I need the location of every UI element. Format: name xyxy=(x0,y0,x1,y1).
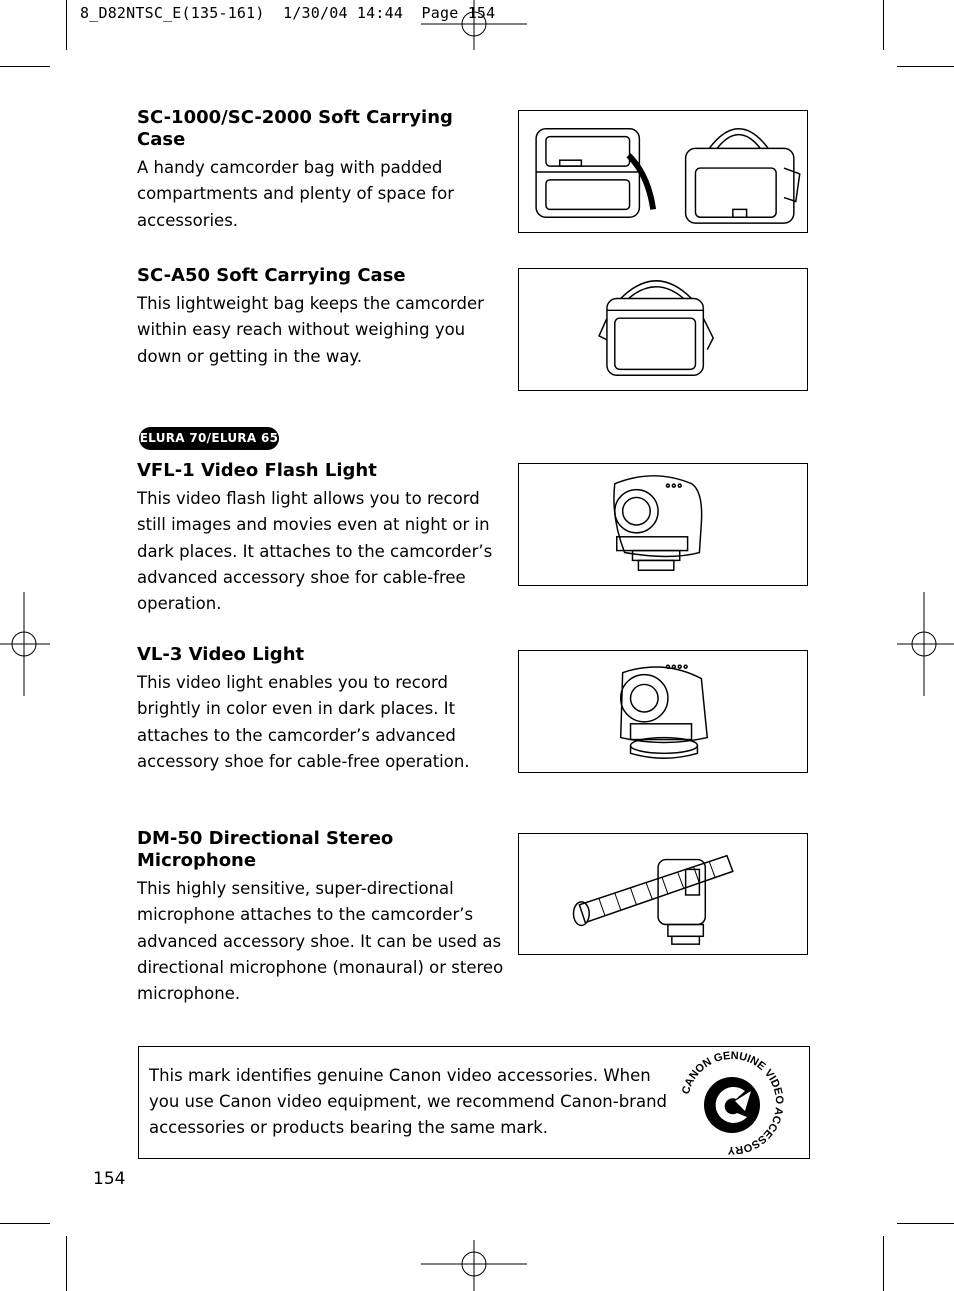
page-number: 154 xyxy=(93,1169,126,1189)
video-light-illustration xyxy=(518,650,808,773)
crop-mark xyxy=(883,1236,884,1291)
accessory-description: This lightweight bag keeps the camcorder within easy reach without weighing you down or getting in the way. xyxy=(137,294,484,366)
crop-mark xyxy=(66,1236,67,1291)
accessory-sc-a50 xyxy=(137,265,507,370)
registration-mark-icon xyxy=(897,592,954,696)
camera-bag-illustration xyxy=(518,268,808,391)
accessory-vfl1 xyxy=(137,460,507,617)
accessory-title: DM-50 Directional Stereo Microphone xyxy=(137,828,394,871)
registration-mark-icon xyxy=(421,1240,527,1291)
registration-mark-icon xyxy=(421,0,527,50)
crop-mark xyxy=(0,66,50,67)
registration-mark-icon xyxy=(0,592,50,696)
accessory-description: A handy camcorder bag with padded compartments and plenty of space for accessories. xyxy=(137,158,454,230)
crop-mark xyxy=(897,1223,954,1224)
accessory-vl3 xyxy=(137,644,507,775)
microphone-illustration xyxy=(518,833,808,955)
accessory-sc1000 xyxy=(137,107,507,234)
crop-mark xyxy=(66,0,67,50)
canon-genuine-accessory-seal-icon xyxy=(679,1051,785,1155)
notice-text: This mark identifies genuine Canon video accessories. When you use Canon video equipment, we recommend Canon-brand accessories or products bearing the same mark. xyxy=(149,1066,667,1137)
video-flash-light-illustration xyxy=(518,463,808,586)
camera-bags-illustration xyxy=(518,110,808,233)
accessory-title: VFL-1 Video Flash Light xyxy=(137,460,377,481)
accessory-title: VL-3 Video Light xyxy=(137,644,305,665)
seal-text: CANON GENUINE VIDEO ACCESSORY xyxy=(679,1051,785,1155)
print-slug: 8_D82NTSC_E(135-161) 1/30/04 14:44 Page 154 xyxy=(80,4,496,22)
accessory-title: SC-A50 Soft Carrying Case xyxy=(137,265,406,286)
accessory-title: SC-1000/SC-2000 Soft Carrying Case xyxy=(137,107,453,150)
genuine-accessory-notice xyxy=(138,1046,810,1159)
model-badge: ELURA 70/ELURA 65 xyxy=(139,427,279,450)
accessory-description: This highly sensitive, super-directional microphone attaches to the camcorder’s advanced accessory shoe. It can be used as directional microphone (monaural) or stereo microphone. xyxy=(137,879,504,1004)
accessory-description: This video light enables you to record brightly in color even in dark places. It attaches to the camcorder’s advanced accessory shoe for cable-free operation. xyxy=(137,673,470,771)
crop-mark xyxy=(0,1223,50,1224)
crop-mark xyxy=(897,66,954,67)
accessory-dm50 xyxy=(137,828,507,1007)
crop-mark xyxy=(883,0,884,50)
accessory-description: This video flash light allows you to record still images and movies even at night or in dark places. It attaches to the camcorder’s advanced accessory shoe for cable-free operation. xyxy=(137,489,493,614)
